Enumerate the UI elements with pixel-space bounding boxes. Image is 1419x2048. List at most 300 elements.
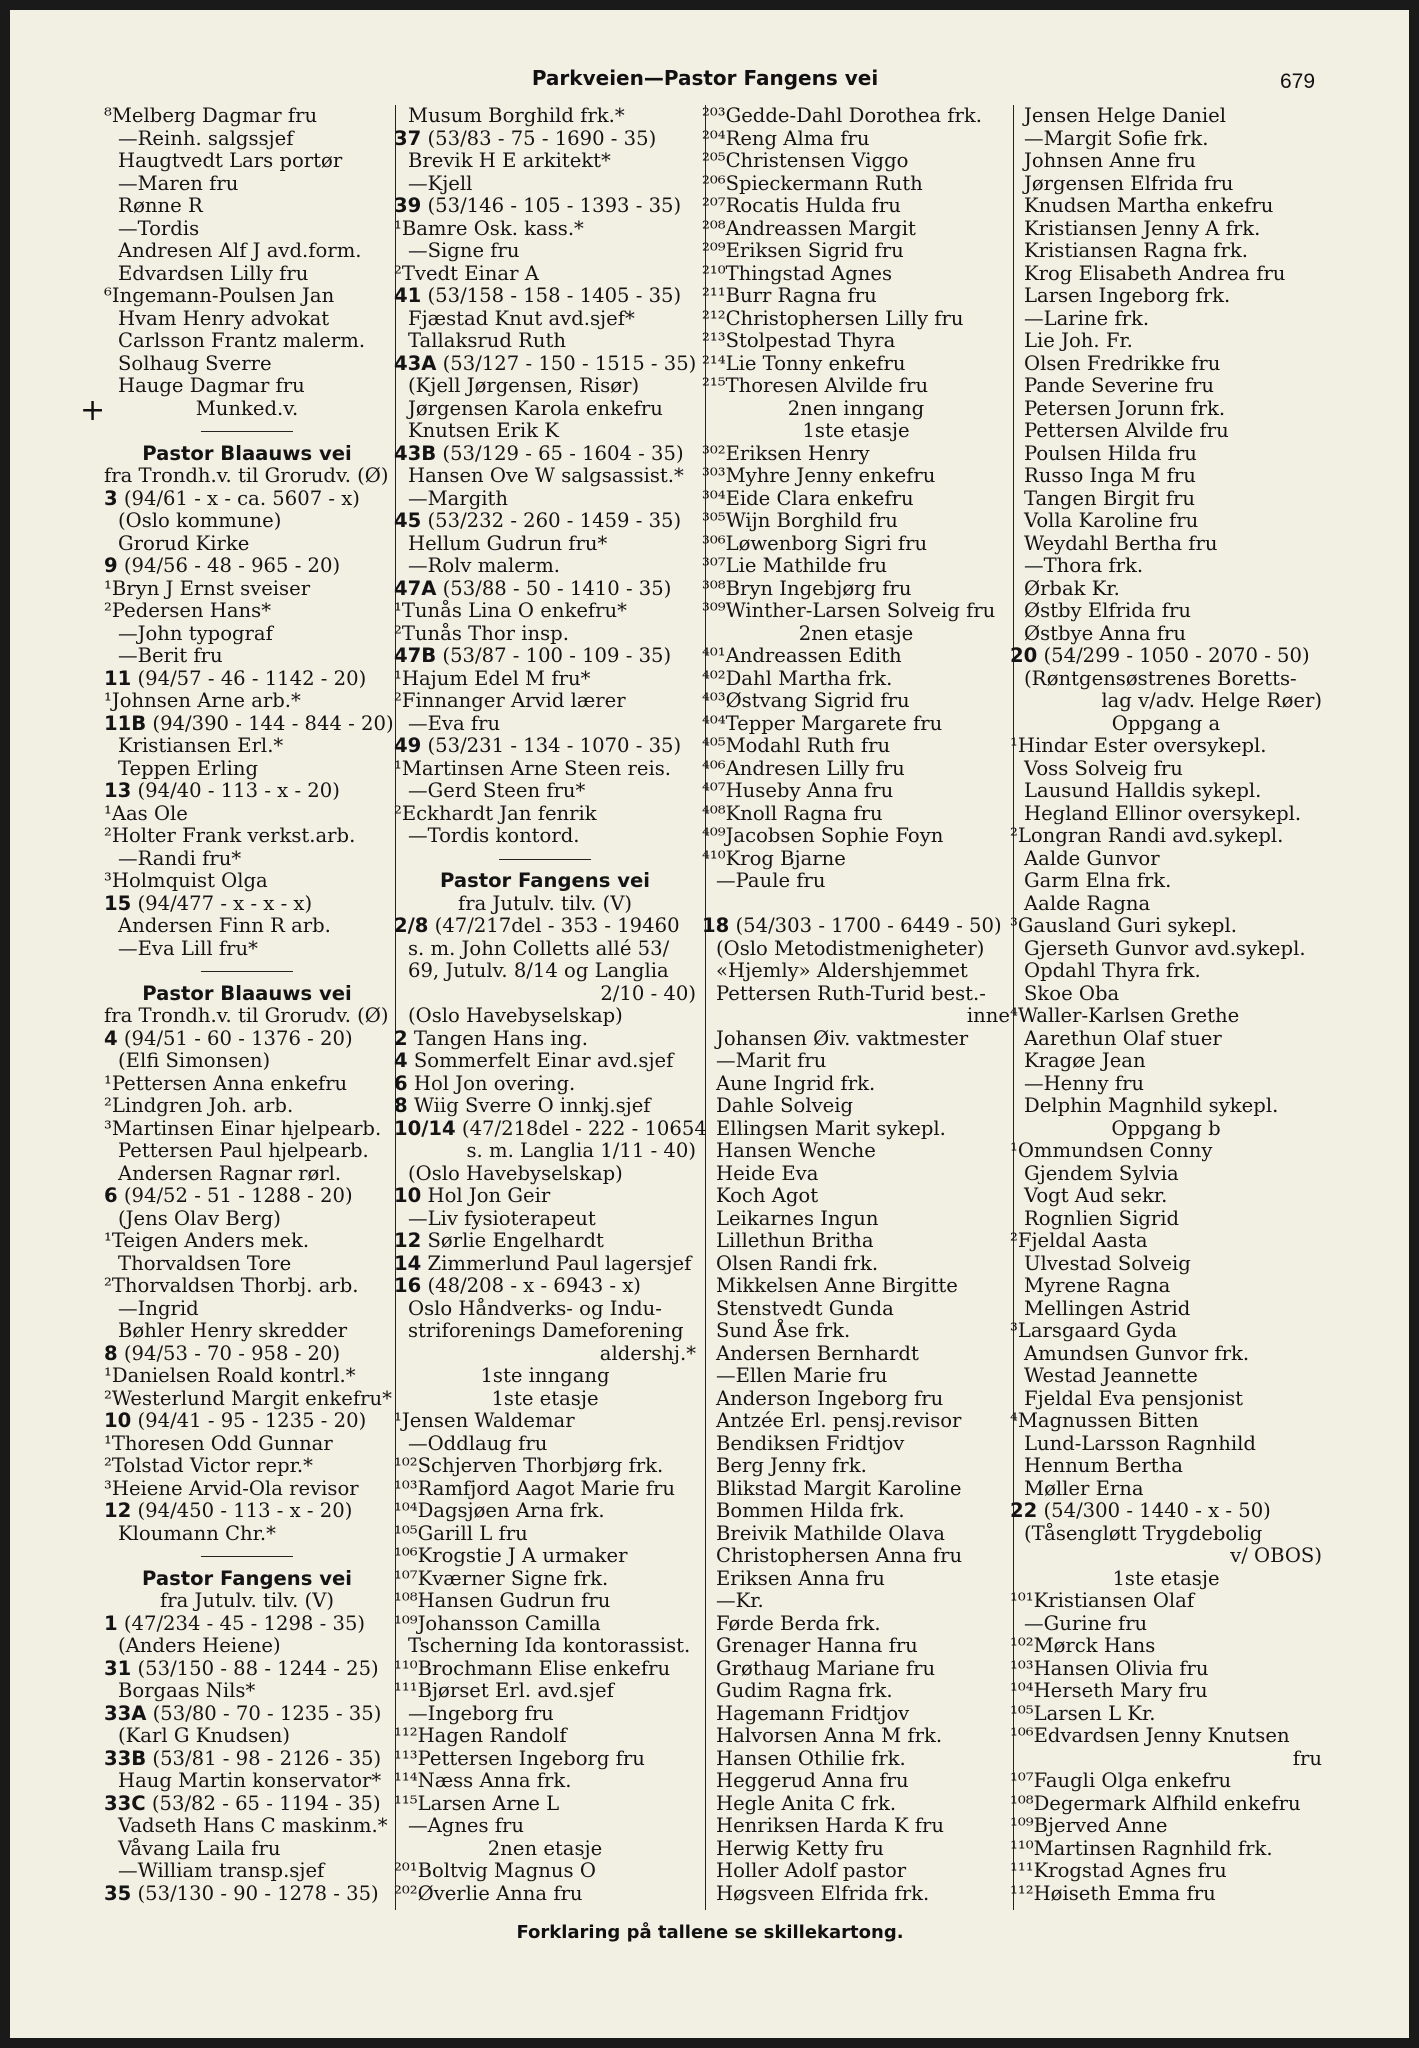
entry-text: (94/450 - 113 - x - 20)	[131, 1499, 353, 1522]
directory-column-3	[702, 105, 1010, 1905]
resident-entry	[702, 1275, 1010, 1298]
resident-entry	[702, 600, 1010, 623]
resident-entry	[702, 128, 1010, 151]
entry-text: ³⁰⁴Eide Clara enkefru	[702, 486, 914, 510]
entry-text: —Ingrid	[118, 1296, 199, 1320]
resident-entry	[1010, 938, 1322, 961]
entry-text: —Berit fru	[118, 644, 223, 667]
entry-text: ¹¹⁵Larsen Arne L	[394, 1791, 560, 1815]
resident-entry	[394, 1793, 696, 1816]
resident-entry	[394, 600, 696, 623]
resident-entry	[394, 1815, 696, 1838]
resident-entry	[702, 758, 1010, 781]
resident-entry	[702, 1208, 1010, 1231]
resident-entry	[702, 735, 1010, 758]
resident-entry	[104, 803, 390, 826]
resident-entry	[702, 150, 1010, 173]
resident-entry	[702, 1883, 1010, 1906]
entry-text: ²⁰⁷Rocatis Hulda fru	[702, 194, 901, 217]
resident-entry	[104, 398, 390, 421]
house-number: 6	[394, 1071, 408, 1095]
resident-entry	[104, 1208, 390, 1231]
entry-text: ⁴Waller-Karlsen Grethe	[1010, 1004, 1240, 1027]
entry-text: Voss Solveig fru	[1024, 756, 1183, 780]
resident-entry	[1010, 758, 1322, 781]
entry-text: (Oslo kommune)	[118, 509, 282, 532]
entry-text: —Paule fru	[716, 869, 826, 892]
resident-entry	[104, 353, 390, 376]
address-entry	[394, 1230, 696, 1253]
resident-entry	[702, 668, 1010, 691]
resident-entry	[104, 240, 390, 263]
entry-text: Hellum Gudrun fru*	[408, 531, 608, 555]
street-heading	[394, 870, 696, 893]
entry-text: (53/88 - 50 - 1410 - 35)	[436, 576, 672, 600]
resident-entry	[104, 1478, 390, 1501]
entry-text: Kloumann Chr.*	[118, 1521, 276, 1545]
resident-entry	[1010, 308, 1322, 331]
house-number: 18	[702, 914, 730, 937]
entry-text: 2/10 - 40)	[600, 981, 696, 1005]
entry-text: Thorvaldsen Tore	[118, 1251, 292, 1275]
entry-text: Musum Borghild frk.*	[408, 104, 625, 127]
entry-text: ³Gausland Guri sykepl.	[1010, 914, 1237, 937]
entry-text: ¹¹⁰Martinsen Ragnhild frk.	[1010, 1836, 1273, 1860]
resident-entry	[702, 623, 1010, 646]
resident-entry	[702, 983, 1010, 1006]
address-entry	[104, 1185, 390, 1208]
entry-text: —Larine frk.	[1024, 306, 1150, 330]
resident-entry	[104, 1770, 390, 1793]
entry-text: ³⁰⁸Bryn Ingebjørg fru	[702, 576, 912, 600]
resident-entry	[1010, 398, 1322, 421]
resident-entry	[702, 263, 1010, 286]
address-entry	[394, 915, 696, 938]
house-number: 22	[1010, 1499, 1038, 1522]
house-number: 10	[394, 1184, 422, 1207]
resident-entry	[104, 1320, 390, 1343]
address-entry	[394, 510, 696, 533]
resident-entry	[104, 1523, 390, 1546]
entry-text: (94/56 - 48 - 965 - 20)	[117, 554, 341, 577]
resident-entry	[1010, 240, 1322, 263]
resident-entry	[1010, 1883, 1322, 1906]
resident-entry	[1010, 105, 1322, 128]
resident-entry	[702, 690, 1010, 713]
house-number: 35	[104, 1881, 132, 1905]
resident-entry	[1010, 218, 1322, 241]
resident-entry	[1010, 420, 1322, 443]
entry-text: Pande Severine fru	[1024, 374, 1214, 397]
resident-entry	[702, 1320, 1010, 1343]
resident-entry	[104, 1815, 390, 1838]
resident-entry	[702, 1568, 1010, 1591]
resident-entry	[702, 308, 1010, 331]
entry-text: Grorud Kirke	[118, 531, 250, 555]
resident-entry	[104, 938, 390, 961]
resident-entry	[702, 285, 1010, 308]
entry-text: —Signe fru	[408, 239, 520, 262]
entry-text: Aalde Ragna	[1024, 891, 1151, 915]
entry-text: ¹⁰²Schjerven Thorbjørg frk.	[394, 1454, 664, 1477]
entry-text: ³Heiene Arvid-Ola revisor	[104, 1476, 359, 1500]
resident-entry	[104, 1163, 390, 1186]
entry-text: Hagemann Fridtjov	[716, 1701, 910, 1725]
address-entry	[394, 353, 696, 376]
resident-entry	[1010, 1793, 1322, 1816]
entry-text: ²Longran Randi avd.sykepl.	[1010, 824, 1284, 847]
entry-text: —John typograf	[118, 621, 273, 645]
entry-text: Jørgensen Elfrida fru	[1024, 171, 1234, 195]
entry-text: 2nen etasje	[487, 1836, 603, 1860]
resident-entry	[394, 1388, 696, 1411]
entry-text: ²¹⁰Thingstad Agnes	[702, 261, 893, 285]
entry-text: Munked.v.	[195, 396, 299, 420]
entry-text: Antzée Erl. pensj.revisor	[716, 1409, 962, 1432]
entry-text: ³⁰³Myhre Jenny enkefru	[702, 464, 936, 487]
resident-entry	[104, 645, 390, 668]
resident-entry	[1010, 825, 1322, 848]
resident-entry	[104, 533, 390, 556]
entry-text: Hegland Ellinor oversykepl.	[1024, 801, 1302, 825]
entry-text: ³Martinsen Einar hjelpearb.	[104, 1116, 382, 1140]
entry-text: ²Tvedt Einar A	[394, 261, 539, 285]
resident-entry	[702, 375, 1010, 398]
entry-text: ²⁰³Gedde-Dahl Dorothea frk.	[702, 104, 983, 127]
entry-text: «Hjemly» Aldershjemmet	[716, 959, 968, 982]
entry-text: ¹Aas Ole	[104, 801, 188, 825]
entry-text: Haugtvedt Lars portør	[118, 149, 343, 172]
resident-entry	[702, 420, 1010, 443]
resident-entry	[1010, 1838, 1322, 1861]
resident-entry	[702, 1793, 1010, 1816]
resident-entry	[1010, 578, 1322, 601]
resident-entry	[394, 1838, 696, 1861]
resident-entry	[104, 915, 390, 938]
resident-entry	[1010, 1455, 1322, 1478]
resident-entry	[104, 1433, 390, 1456]
resident-entry	[104, 758, 390, 781]
house-number: 33A	[104, 1701, 147, 1725]
resident-entry	[1010, 1253, 1322, 1276]
entry-text: Knudsen Martha enkefru	[1024, 194, 1274, 217]
entry-text: ¹Ommundsen Conny	[1010, 1139, 1213, 1162]
entry-text: (94/477 - x - x - x)	[131, 891, 313, 915]
entry-text: Opdahl Thyra frk.	[1024, 959, 1201, 982]
entry-text: ²Finnanger Arvid lærer	[394, 689, 626, 712]
resident-entry	[394, 1883, 696, 1906]
entry-text: ¹¹³Pettersen Ingeborg fru	[394, 1746, 645, 1770]
resident-entry	[394, 1680, 696, 1703]
entry-text: —Reinh. salgssjef	[118, 126, 294, 150]
entry-text: (Oslo Metodistmenigheter)	[716, 936, 985, 960]
resident-entry	[394, 1410, 696, 1433]
address-entry	[394, 1253, 696, 1276]
margin-plus-mark: +	[80, 393, 106, 428]
entry-text: (Oslo Havebyselskap)	[408, 1161, 623, 1185]
address-entry	[394, 578, 696, 601]
resident-entry	[394, 1613, 696, 1636]
entry-text: Wiig Sverre O innkj.sjef	[407, 1094, 651, 1117]
resident-entry	[104, 510, 390, 533]
resident-entry	[394, 240, 696, 263]
entry-text: Hol Jon overing.	[407, 1071, 576, 1095]
resident-entry	[1010, 1410, 1322, 1433]
resident-entry	[702, 1613, 1010, 1636]
entry-text: Pastor Fangens vei	[440, 869, 650, 892]
resident-entry	[394, 488, 696, 511]
resident-entry	[394, 1433, 696, 1456]
resident-entry	[104, 465, 390, 488]
entry-text: (53/232 - 260 - 1459 - 35)	[421, 509, 682, 532]
entry-text: Olsen Fredrikke fru	[1024, 351, 1221, 375]
resident-entry	[104, 848, 390, 871]
entry-text: —Margit Sofie frk.	[1024, 126, 1209, 150]
resident-entry	[702, 105, 1010, 128]
entry-text: (94/61 - x - ca. 5607 - x)	[117, 486, 360, 510]
resident-entry	[394, 758, 696, 781]
resident-entry	[1010, 173, 1322, 196]
address-entry	[104, 668, 390, 691]
entry-text: ¹Pettersen Anna enkefru	[104, 1071, 348, 1095]
resident-entry	[702, 893, 1010, 916]
resident-entry	[104, 870, 390, 893]
entry-text: ³⁰⁶Løwenborg Sigri fru	[702, 531, 928, 555]
entry-text: (Tåsengløtt Trygdebolig	[1024, 1521, 1263, 1545]
entry-text: (53/87 - 100 - 109 - 35)	[436, 644, 672, 667]
entry-text: Koch Agot	[716, 1184, 819, 1207]
entry-text: Sommerfelt Einar avd.sjef	[407, 1049, 674, 1072]
resident-entry	[1010, 1658, 1322, 1681]
resident-entry	[702, 1658, 1010, 1681]
resident-entry	[104, 1635, 390, 1658]
address-entry	[394, 1050, 696, 1073]
resident-entry	[702, 1230, 1010, 1253]
house-number: 6	[104, 1184, 118, 1207]
house-number: 49	[394, 734, 422, 757]
address-entry	[104, 1703, 390, 1726]
entry-text: Østbye Anna fru	[1024, 621, 1186, 645]
entry-text: Berg Jenny frk.	[716, 1454, 867, 1477]
resident-entry	[702, 488, 1010, 511]
entry-text: 69, Jutulv. 8/14 og Langlia	[408, 959, 669, 982]
resident-entry	[394, 1298, 696, 1321]
resident-entry	[1010, 1590, 1322, 1613]
resident-entry	[1010, 690, 1322, 713]
entry-text: Tallaksrud Ruth	[408, 329, 566, 352]
resident-entry	[702, 713, 1010, 736]
address-entry	[702, 915, 1010, 938]
entry-text: (Anders Heiene)	[118, 1634, 281, 1657]
entry-text: ¹Bryn J Ernst sveiser	[104, 576, 311, 600]
resident-entry	[104, 195, 390, 218]
resident-entry	[1010, 1433, 1322, 1456]
resident-entry	[1010, 1163, 1322, 1186]
resident-entry	[104, 825, 390, 848]
entry-text: ²⁰⁶Spieckermann Ruth	[702, 171, 923, 195]
entry-text: (94/41 - 95 - 1235 - 20)	[131, 1409, 367, 1432]
entry-text: ²Holter Frank verkst.arb.	[104, 824, 356, 847]
entry-text: Bøhler Henry skredder	[118, 1319, 348, 1342]
address-entry	[104, 555, 390, 578]
entry-text: (94/51 - 60 - 1376 - 20)	[117, 1026, 353, 1050]
resident-entry	[394, 465, 696, 488]
address-entry	[104, 780, 390, 803]
resident-entry	[394, 1140, 696, 1163]
resident-entry	[702, 1005, 1010, 1028]
entry-text: Grøthaug Mariane fru	[716, 1656, 936, 1680]
entry-text: (94/40 - 113 - x - 20)	[131, 779, 340, 802]
resident-entry	[702, 1050, 1010, 1073]
entry-text: Kristiansen Jenny A frk.	[1024, 216, 1261, 240]
house-number: 31	[104, 1656, 132, 1680]
resident-entry	[702, 1838, 1010, 1861]
resident-entry	[104, 1073, 390, 1096]
resident-entry	[104, 1590, 390, 1613]
resident-entry	[394, 938, 696, 961]
entry-text: Poulsen Hilda fru	[1024, 441, 1197, 465]
entry-text: ¹Bamre Osk. kass.*	[394, 216, 584, 240]
entry-text: ¹⁰⁷Kværner Signe frk.	[394, 1566, 609, 1590]
resident-entry	[394, 173, 696, 196]
resident-entry	[1010, 1815, 1322, 1838]
resident-entry	[394, 375, 696, 398]
entry-text: Heide Eva	[716, 1161, 819, 1185]
entry-text: ¹¹²Høiseth Emma fru	[1010, 1881, 1216, 1905]
entry-text: 2nen inngang	[787, 396, 925, 420]
house-number: 47B	[394, 644, 437, 667]
entry-text: (Røntgensøstrenes Boretts-	[1024, 666, 1297, 690]
resident-entry	[1010, 263, 1322, 286]
resident-entry	[1010, 1703, 1322, 1726]
entry-text: (47/217del - 353 - 19460	[428, 914, 680, 937]
entry-text: Ellingsen Marit sykepl.	[716, 1116, 946, 1140]
resident-entry	[104, 1455, 390, 1478]
entry-text: Hansen Othilie frk.	[716, 1746, 906, 1770]
resident-entry	[702, 578, 1010, 601]
entry-text: (47/234 - 45 - 1298 - 35)	[117, 1611, 366, 1635]
resident-entry	[394, 1545, 696, 1568]
resident-entry	[104, 1230, 390, 1253]
resident-entry	[702, 1365, 1010, 1388]
entry-text: Pastor Blaauws vei	[142, 441, 352, 465]
address-entry	[394, 195, 696, 218]
resident-entry	[702, 1815, 1010, 1838]
address-entry	[394, 285, 696, 308]
resident-entry	[394, 623, 696, 646]
entry-text: ¹⁰³Ramfjord Aagot Marie fru	[394, 1476, 676, 1500]
address-entry	[394, 128, 696, 151]
entry-text: inne	[966, 1004, 1010, 1027]
entry-text: ²Tolstad Victor repr.*	[104, 1454, 313, 1477]
resident-entry	[1010, 893, 1322, 916]
address-entry	[394, 1095, 696, 1118]
section-rule	[394, 848, 696, 871]
entry-text: Hennum Bertha	[1024, 1454, 1183, 1477]
resident-entry	[104, 690, 390, 713]
resident-entry	[1010, 443, 1322, 466]
resident-entry	[1010, 600, 1322, 623]
resident-entry	[1010, 195, 1322, 218]
entry-text: ¹Hindar Ester oversykepl.	[1010, 734, 1267, 757]
entry-text: ³⁰⁵Wijn Borghild fru	[702, 509, 898, 532]
resident-entry	[702, 1140, 1010, 1163]
entry-text: ²Eckhardt Jan fenrik	[394, 801, 597, 825]
entry-text: Oppgang a	[1111, 711, 1221, 735]
entry-text: 1ste etasje	[491, 1386, 599, 1410]
entry-text: Andresen Alf J avd.form.	[118, 239, 362, 262]
resident-entry	[702, 1253, 1010, 1276]
entry-text: —Thora frk.	[1024, 554, 1144, 577]
resident-entry	[702, 1635, 1010, 1658]
resident-entry	[394, 105, 696, 128]
entry-text: (53/150 - 88 - 1244 - 25)	[131, 1656, 379, 1680]
entry-text: —Tordis	[118, 216, 200, 240]
resident-entry	[1010, 375, 1322, 398]
entry-text: Pastor Blaauws vei	[142, 981, 352, 1005]
entry-text: ²¹²Christophersen Lilly fru	[702, 306, 964, 330]
entry-text: ²⁰¹Boltvig Magnus O	[394, 1859, 596, 1882]
entry-text: striforenings Dameforening	[408, 1319, 684, 1342]
resident-entry	[394, 1005, 696, 1028]
entry-text: —Kjell	[408, 171, 473, 195]
resident-entry	[104, 218, 390, 241]
entry-text: —Gurine fru	[1024, 1611, 1148, 1635]
entry-text: Christophersen Anna fru	[716, 1544, 963, 1567]
entry-text: ²⁰⁵Christensen Viggo	[702, 149, 909, 172]
entry-text: Østby Elfrida fru	[1024, 599, 1191, 622]
entry-text: ¹Martinsen Arne Steen reis.	[394, 756, 672, 780]
resident-entry	[104, 1838, 390, 1861]
resident-entry	[394, 555, 696, 578]
entry-text: Ørbak Kr.	[1024, 576, 1120, 600]
resident-entry	[1010, 735, 1322, 758]
entry-text: Volla Karoline fru	[1024, 509, 1199, 532]
entry-text: ¹Tunås Lina O enkefru*	[394, 599, 627, 622]
entry-text: Hauge Dagmar fru	[118, 374, 305, 397]
entry-text: (Oslo Havebyselskap)	[408, 1004, 623, 1027]
resident-entry	[702, 1118, 1010, 1141]
entry-text: (94/57 - 46 - 1142 - 20)	[131, 666, 367, 690]
entry-text: ¹Thoresen Odd Gunnar	[104, 1431, 333, 1455]
entry-text: —Agnes fru	[408, 1814, 525, 1837]
resident-entry	[394, 1748, 696, 1771]
entry-text: ¹⁰¹Kristiansen Olaf	[1010, 1589, 1195, 1612]
entry-text: —Tordis kontord.	[408, 824, 580, 847]
entry-text: ⁴⁰³Østvang Sigrid fru	[702, 689, 910, 712]
entry-text: (53/80 - 70 - 1235 - 35)	[146, 1701, 382, 1725]
resident-entry	[702, 803, 1010, 826]
entry-text: fra Trondh.v. til Grorudv. (Ø)	[104, 1004, 389, 1027]
resident-entry	[702, 1703, 1010, 1726]
entry-text: ¹⁰⁴Herseth Mary fru	[1010, 1679, 1208, 1702]
resident-entry	[1010, 1613, 1322, 1636]
resident-entry	[394, 1478, 696, 1501]
entry-text: (53/146 - 105 - 1393 - 35)	[421, 194, 682, 217]
entry-text: Breivik Mathilde Olava	[716, 1521, 945, 1545]
entry-text: (53/129 - 65 - 1604 - 35)	[436, 441, 684, 465]
address-entry	[104, 1793, 390, 1816]
entry-text: ¹⁰⁸Degermark Alfhild enkefru	[1010, 1791, 1301, 1815]
entry-text: Jørgensen Karola enkefru	[408, 396, 663, 420]
resident-entry	[1010, 533, 1322, 556]
entry-text: (53/82 - 65 - 1194 - 35)	[145, 1791, 381, 1815]
street-heading	[104, 443, 390, 466]
resident-entry	[702, 960, 1010, 983]
address-entry	[104, 1500, 390, 1523]
resident-entry	[702, 1455, 1010, 1478]
resident-entry	[1010, 555, 1322, 578]
